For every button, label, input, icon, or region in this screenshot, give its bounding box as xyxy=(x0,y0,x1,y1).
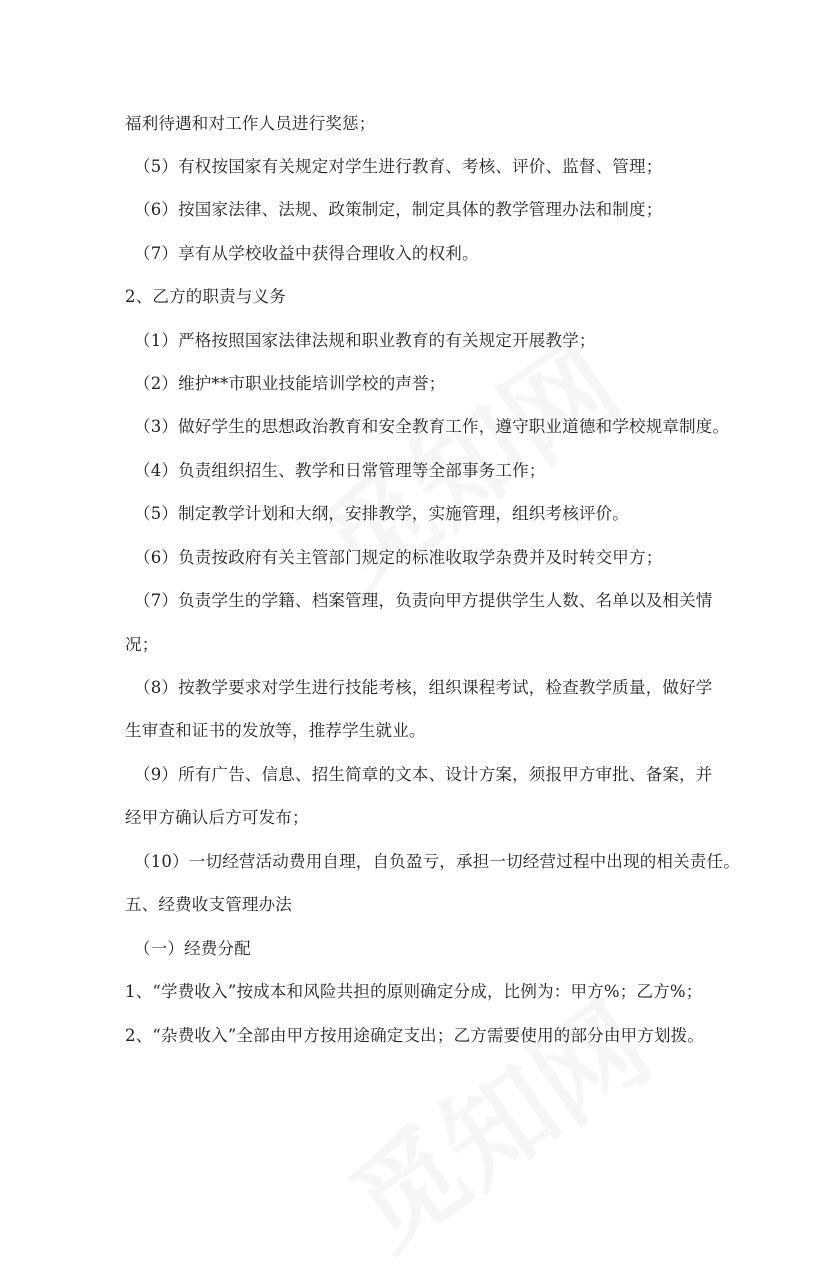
paragraph-line: 2、“杂费收入”全部由甲方按用途确定支出；乙方需要使用的部分由甲方划拨。 xyxy=(125,1026,705,1045)
paragraph-line: 1、“学费收入”按成本和风险共担的原则确定分成，比例为：甲方%；乙方%； xyxy=(125,982,703,1001)
list-item: （1）严格按照国家法律法规和职业教育的有关规定开展教学； xyxy=(134,331,596,350)
paragraph-line: 福利待遇和对工作人员进行奖惩； xyxy=(125,114,376,133)
list-item: （4）负责组织招生、教学和日常管理等全部事务工作； xyxy=(134,461,546,480)
list-item: （5）有权按国家有关规定对学生进行教育、考核、评价、监督、管理； xyxy=(134,157,663,176)
list-item: （6）负责按政府有关主管部门规定的标准收取学杂费并及时转交甲方； xyxy=(134,548,663,567)
list-item: （10）一切经营活动费用自理，自负盈亏，承担一切经营过程中出现的相关责任。 xyxy=(134,852,740,871)
watermark xyxy=(315,960,676,1278)
list-item: （5）制定教学计划和大纲，安排教学，实施管理，组织考核评价。 xyxy=(134,504,629,523)
section-heading: 2、乙方的职责与义务 xyxy=(125,287,286,306)
list-item-continuation: 经甲方确认后方可发布； xyxy=(125,808,309,827)
list-item: （8）按教学要求对学生进行技能考核，组织课程考试，检查教学质量，做好学 xyxy=(134,678,713,697)
list-item: （7）享有从学校收益中获得合理收入的权利。 xyxy=(134,244,479,263)
list-item: （3）做好学生的思想政治教育和安全教育工作，遵守职业道德和学校规章制度。 xyxy=(134,417,730,436)
subsection-heading: （一）经费分配 xyxy=(134,939,251,958)
list-item-continuation: 况； xyxy=(125,635,159,654)
section-heading: 五、经费收支管理办法 xyxy=(125,895,292,914)
list-item: （2）维护**市职业技能培训学校的声誉； xyxy=(134,374,446,393)
list-item: （6）按国家法律、法规、政策制定，制定具体的教学管理办法和制度； xyxy=(134,200,663,219)
list-item: （9）所有广告、信息、招生简章的文本、设计方案，须报甲方审批、备案，并 xyxy=(134,765,713,784)
list-item-continuation: 生审查和证书的发放等，推荐学生就业。 xyxy=(125,721,426,740)
list-item: （7）负责学生的学籍、档案管理，负责向甲方提供学生人数、名单以及相关情 xyxy=(134,591,713,610)
